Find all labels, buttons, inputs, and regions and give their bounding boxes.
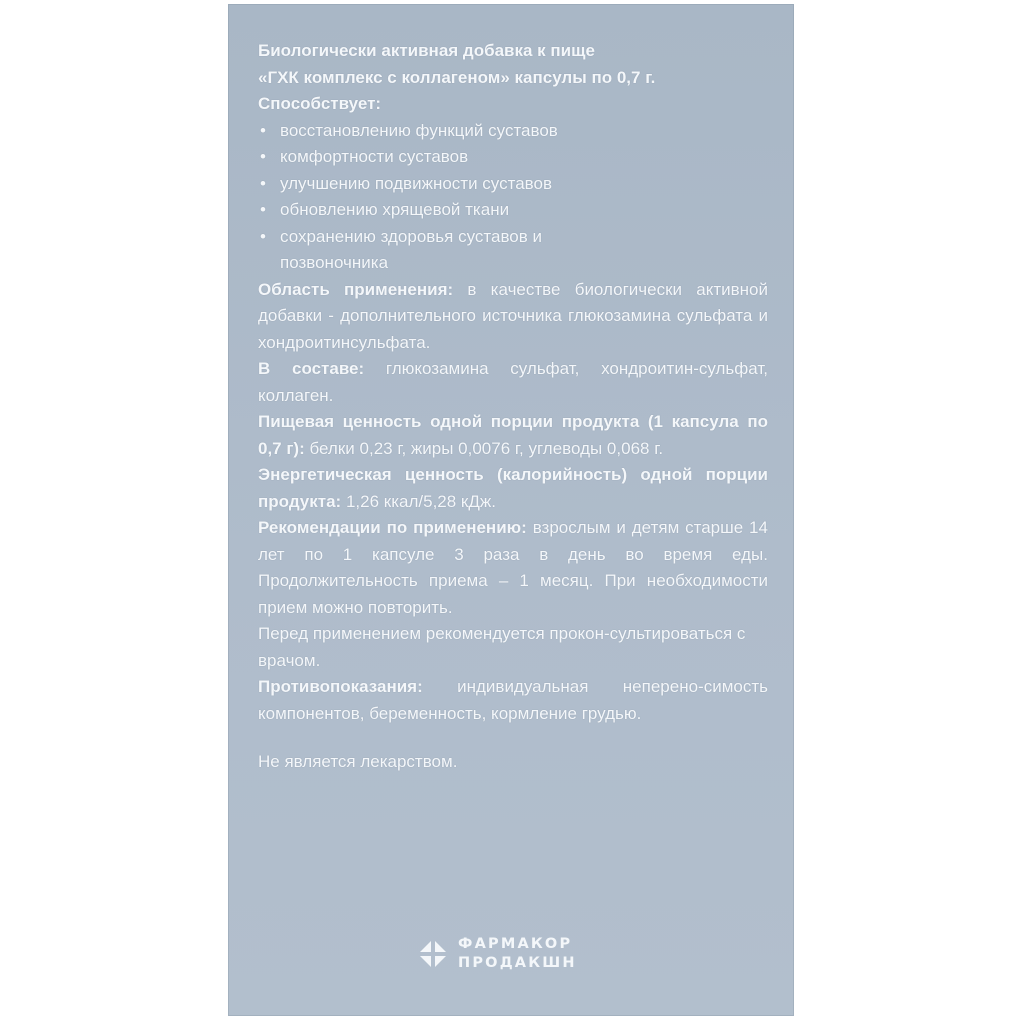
composition-label: В составе: bbox=[258, 359, 365, 378]
benefit-item: • восстановлению функций суставов bbox=[258, 118, 768, 145]
contraindications-text: индивидуальная неперено-симость компонентов, беременность, кормление грудью. bbox=[258, 677, 768, 723]
recommendations-text: взрослым и детям старше 14 лет по 1 капсуле 3 раза в день во время еды. Продолжительность приема – 1 месяц. При необходимости прием можно повторить. bbox=[258, 518, 768, 617]
product-name-line: «ГХК комплекс с коллагеном» капсулы по 0,7 г. bbox=[258, 67, 656, 87]
benefit-item: • улучшению подвижности суставов bbox=[258, 171, 768, 198]
energy-label: Энергетическая ценность (калорийность) одной порции продукта: bbox=[258, 465, 768, 511]
contraindications-section bbox=[258, 674, 768, 727]
not-a-medicine-text: Не является лекарством. bbox=[258, 752, 458, 771]
recommendations-label: Рекомендации по применению: bbox=[258, 518, 527, 537]
application-text: в качестве биологически активной добавки - дополнительного источника глюкозамина сульфата и хондроитинсульфата. bbox=[258, 279, 768, 352]
manufacturer-logo bbox=[418, 932, 577, 976]
logo-line-1: ФАРМАКОР bbox=[458, 936, 573, 952]
composition-text: глюкозамина сульфат, хондроитин-сульфат, коллаген. bbox=[258, 359, 768, 405]
benefits-list bbox=[258, 118, 768, 277]
energy-text: 1,26 ккал/5,28 кДж. bbox=[345, 491, 496, 511]
logo-line-2: ПРОДАКШН bbox=[458, 955, 577, 971]
logo-mark-icon bbox=[418, 939, 448, 969]
nutrition-label: Пищевая ценность одной порции продукта (1 капсула по 0,7 г): bbox=[258, 412, 768, 458]
energy-section bbox=[258, 462, 768, 515]
label-text-block bbox=[258, 38, 768, 776]
product-type-line: Биологически активная добавка к пище bbox=[258, 41, 595, 60]
recommendations-section bbox=[258, 515, 768, 621]
composition-section bbox=[258, 356, 768, 409]
logo-wordmark bbox=[458, 935, 577, 973]
nutrition-text: белки 0,23 г, жиры 0,0076 г, углеводы 0,068 г. bbox=[309, 438, 664, 458]
benefits-title: Способствует: bbox=[258, 94, 382, 113]
benefit-item: • обновлению хрящевой ткани bbox=[258, 197, 768, 224]
application-label: Область применения: bbox=[258, 279, 454, 299]
nutrition-section bbox=[258, 409, 768, 462]
consult-text: Перед применением рекомендуется прокон-сультироваться с врачом. bbox=[258, 624, 746, 670]
benefit-item: • сохранению здоровья суставов и позвоночника bbox=[258, 224, 610, 277]
contraindications-label: Противопоказания: bbox=[258, 677, 423, 696]
application-section bbox=[258, 277, 768, 357]
benefit-item: • комфортности суставов bbox=[258, 144, 768, 171]
